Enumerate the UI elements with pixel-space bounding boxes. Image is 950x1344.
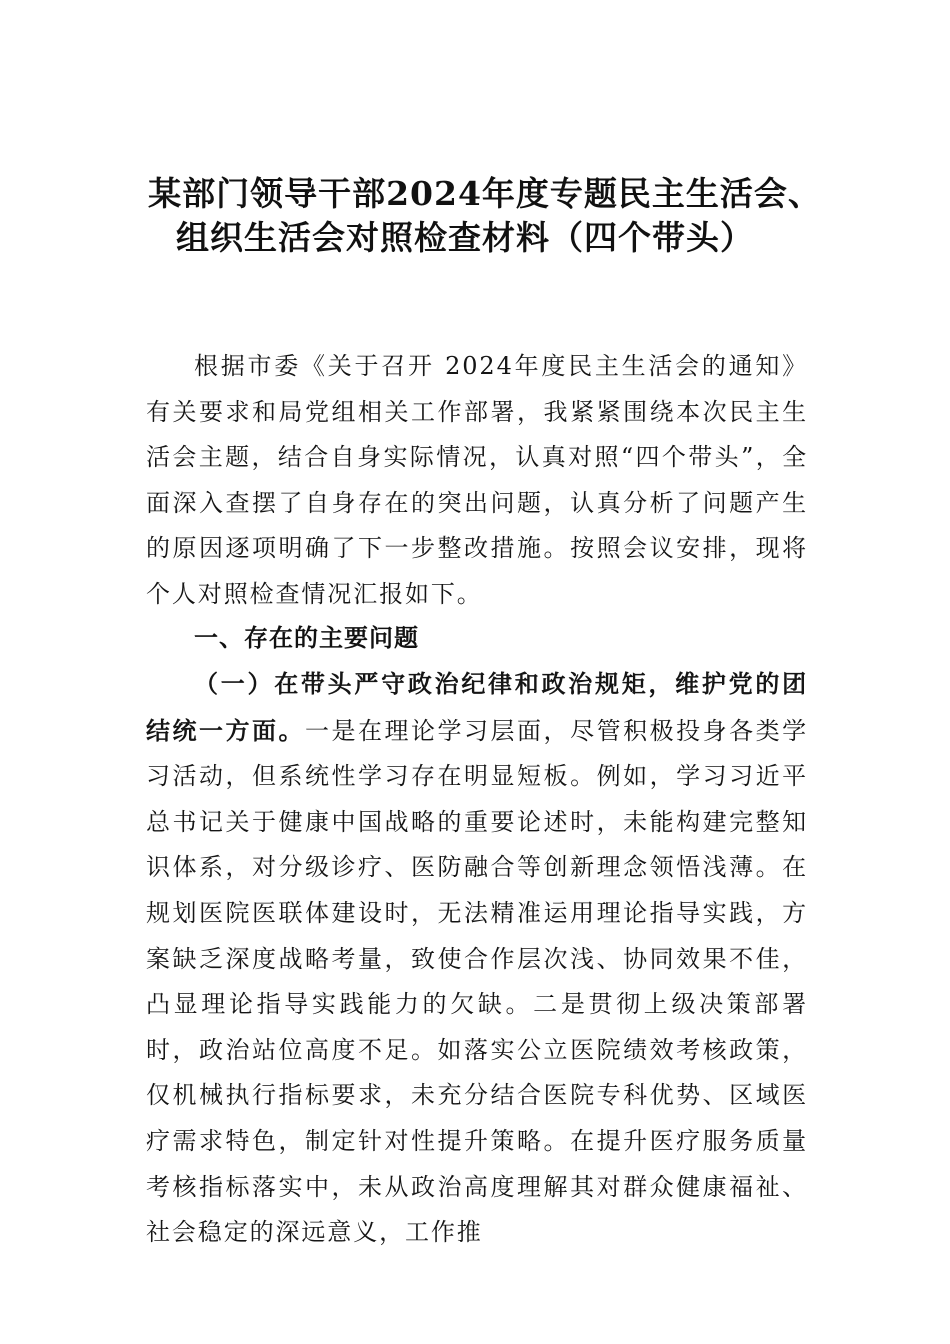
subsection-body: 一是在理论学习层面，尽管积极投身各类学习活动，但系统性学习存在明显短板。例如，学习习近平总书记关于健康中国战略的重要论述时，未能构建完整知识体系，对分级诊疗、医防融合等创新理念领悟浅薄。在规划医院医联体建设时，无法精准运用理论指导实践，方案缺乏深度战略考量，致使合作层次浅、协同效果不佳，凸显理论指导实践能力的欠缺。二是贯彻上级决策部署时，政治站位高度不足。如落实公立医院绩效考核政策，仅机械执行指标要求，未充分结合医院专科优势、区域医疗需求特色，制定针对性提升策略。在提升医疗服务质量考核指标落实中，未从政治高度理解其对群众健康福祉、社会稳定的深远意义，工作推 xyxy=(146,716,808,1247)
subsection-paragraph-1 xyxy=(146,661,808,1256)
section-heading-main-problems: 一、存在的主要问题 xyxy=(194,624,419,652)
subsection-lead: （一）在带头严守政治纪律和政治规矩，维护党的团结统一方面。 xyxy=(146,669,808,745)
document-title-line-1: 某部门领导干部2024年度专题民主生活会、 xyxy=(148,174,822,213)
document-title-line-2: 组织生活会对照检查材料（四个带头） xyxy=(176,218,754,257)
intro-paragraph: 根据市委《关于召开 2024年度民主生活会的通知》有关要求和局党组相关工作部署，我紧紧围绕本次民主生活会主题，结合自身实际情况，认真对照“四个带头”，全面深入查摆了自身存在的突出问题，认真分析了问题产生的原因逐项明确了下一步整改措施。按照会议安排，现将个人对照检查情况汇报如下。 xyxy=(146,352,808,608)
